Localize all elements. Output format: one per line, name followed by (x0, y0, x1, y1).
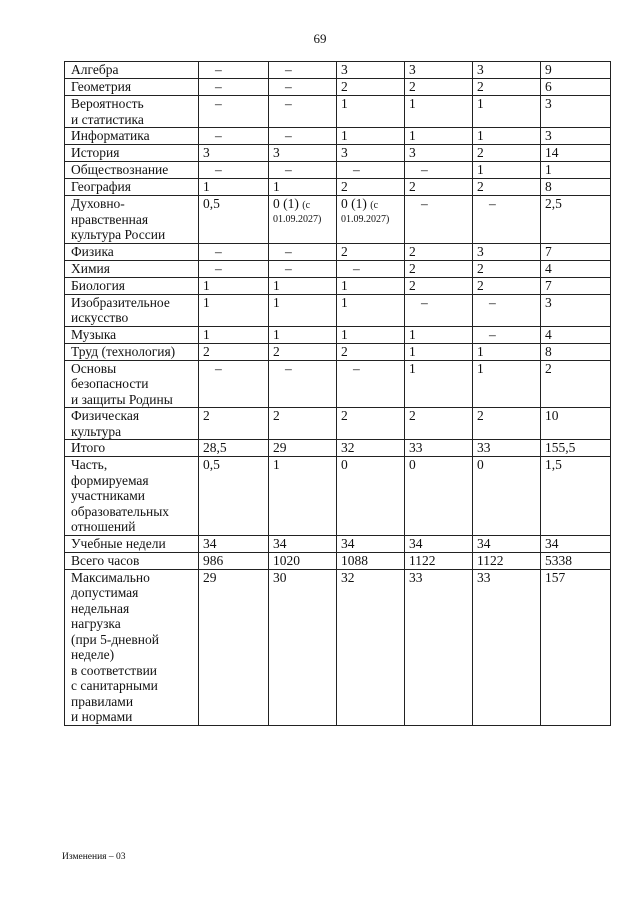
value-cell: 1 (541, 162, 611, 179)
value-cell: 34 (337, 535, 405, 552)
value-cell: 1 (199, 294, 269, 326)
value-cell: 1 (269, 457, 337, 536)
value-cell: 1 (337, 326, 405, 343)
subject-cell: Обществознание (65, 162, 199, 179)
table-row (65, 62, 611, 79)
value-cell: 2 (473, 179, 541, 196)
value-cell: – (269, 260, 337, 277)
value-cell: 157 (541, 569, 611, 725)
value-cell: 1,5 (541, 457, 611, 536)
subject-cell: Учебные недели (65, 535, 199, 552)
value-cell: – (199, 243, 269, 260)
value-cell: 1 (405, 326, 473, 343)
value-cell: 33 (405, 569, 473, 725)
value-cell: 2 (199, 408, 269, 440)
value-cell: – (269, 79, 337, 96)
value-cell: – (473, 196, 541, 244)
value-cell: 1 (405, 360, 473, 408)
table-row (65, 179, 611, 196)
value-cell: – (337, 162, 405, 179)
subject-cell: Алгебра (65, 62, 199, 79)
table-row (65, 162, 611, 179)
value-cell: – (199, 128, 269, 145)
value-cell: 3 (337, 145, 405, 162)
table-row (65, 326, 611, 343)
value-cell: 1088 (337, 552, 405, 569)
value-cell: 3 (405, 62, 473, 79)
value-cell: 28,5 (199, 440, 269, 457)
subject-cell: Биология (65, 277, 199, 294)
value-cell: 33 (473, 440, 541, 457)
value-cell: – (337, 360, 405, 408)
page-number: 69 (313, 31, 327, 46)
value-cell: 34 (199, 535, 269, 552)
value-cell: 1 (405, 343, 473, 360)
value-cell: 1122 (405, 552, 473, 569)
value-cell: – (199, 79, 269, 96)
value-cell: – (199, 360, 269, 408)
table-body (65, 62, 611, 726)
value-cell: – (405, 294, 473, 326)
value-cell: 3 (199, 145, 269, 162)
value-cell: 2 (405, 408, 473, 440)
value-cell: – (473, 326, 541, 343)
table-row (65, 277, 611, 294)
value-cell: – (337, 260, 405, 277)
value-cell: 2 (337, 243, 405, 260)
value-cell: 2 (541, 360, 611, 408)
value-cell: 4 (541, 260, 611, 277)
value-cell: 30 (269, 569, 337, 725)
value-cell: 34 (541, 535, 611, 552)
table-row (65, 79, 611, 96)
table-row (65, 294, 611, 326)
subject-cell: Физическая культура (65, 408, 199, 440)
value-cell: 32 (337, 569, 405, 725)
value-cell: – (473, 294, 541, 326)
value-cell: 0 (1) (с 01.09.2027) (269, 196, 337, 244)
value-cell: 3 (473, 243, 541, 260)
table-row (65, 128, 611, 145)
value-cell: 3 (541, 96, 611, 128)
subject-cell: География (65, 179, 199, 196)
value-cell: – (405, 162, 473, 179)
value-cell: 2 (473, 145, 541, 162)
value-cell: 1 (473, 360, 541, 408)
value-cell: 33 (473, 569, 541, 725)
value-cell: 3 (269, 145, 337, 162)
subject-cell: Геометрия (65, 79, 199, 96)
table-row (65, 260, 611, 277)
value-cell: 1 (473, 343, 541, 360)
value-cell: 6 (541, 79, 611, 96)
subject-cell: Всего часов (65, 552, 199, 569)
value-cell: 8 (541, 179, 611, 196)
table-row (65, 360, 611, 408)
value-cell: 2,5 (541, 196, 611, 244)
footer-note: Изменения – 03 (62, 852, 126, 862)
value-cell: 3 (541, 294, 611, 326)
subject-cell: Изобразительное искусство (65, 294, 199, 326)
table-row (65, 457, 611, 536)
value-cell: 3 (337, 62, 405, 79)
subject-cell: Часть, формируемая участниками образовательных отношений (65, 457, 199, 536)
value-cell: 1 (269, 179, 337, 196)
value-cell: 14 (541, 145, 611, 162)
value-cell: 0,5 (199, 196, 269, 244)
value-cell: – (269, 96, 337, 128)
value-cell: – (199, 96, 269, 128)
value-cell: 8 (541, 343, 611, 360)
value-cell: 1020 (269, 552, 337, 569)
value-cell: 1 (337, 128, 405, 145)
value-cell: 34 (269, 535, 337, 552)
value-cell: 2 (405, 260, 473, 277)
value-cell: 1 (269, 294, 337, 326)
table-row (65, 569, 611, 725)
table-row (65, 196, 611, 244)
value-cell: 2 (473, 408, 541, 440)
value-cell: 0,5 (199, 457, 269, 536)
value-cell: 1 (337, 96, 405, 128)
value-cell: 2 (405, 277, 473, 294)
table-row (65, 243, 611, 260)
value-cell: 2 (337, 179, 405, 196)
subject-cell: История (65, 145, 199, 162)
value-cell: 1122 (473, 552, 541, 569)
value-cell: – (405, 196, 473, 244)
value-cell: 7 (541, 243, 611, 260)
value-cell: – (199, 260, 269, 277)
table-row (65, 440, 611, 457)
value-cell: 4 (541, 326, 611, 343)
value-cell: 2 (337, 343, 405, 360)
value-cell: 34 (405, 535, 473, 552)
value-cell: 2 (405, 79, 473, 96)
value-cell: 1 (405, 96, 473, 128)
value-cell: – (199, 162, 269, 179)
value-cell: 1 (199, 277, 269, 294)
value-cell: – (269, 360, 337, 408)
value-cell: – (269, 128, 337, 145)
value-cell: – (269, 62, 337, 79)
value-cell: 3 (473, 62, 541, 79)
value-cell: 32 (337, 440, 405, 457)
value-cell: 0 (405, 457, 473, 536)
table-row (65, 552, 611, 569)
value-cell: 0 (473, 457, 541, 536)
value-cell: 155,5 (541, 440, 611, 457)
subject-cell: Основы безопасности и защиты Родины (65, 360, 199, 408)
value-cell: 1 (269, 326, 337, 343)
value-cell: 1 (473, 96, 541, 128)
curriculum-table (64, 61, 611, 726)
value-cell: 2 (473, 277, 541, 294)
value-cell: – (269, 243, 337, 260)
value-cell: 0 (1) (с 01.09.2027) (337, 196, 405, 244)
value-cell: 2 (473, 260, 541, 277)
value-cell: 1 (473, 162, 541, 179)
value-cell: 1 (199, 179, 269, 196)
value-cell: 2 (269, 343, 337, 360)
value-cell: 2 (337, 408, 405, 440)
value-cell: 29 (199, 569, 269, 725)
value-cell: 986 (199, 552, 269, 569)
subject-cell: Физика (65, 243, 199, 260)
value-cell: 1 (405, 128, 473, 145)
value-cell: 1 (337, 294, 405, 326)
value-cell: 2 (405, 243, 473, 260)
value-cell: 1 (269, 277, 337, 294)
value-cell: 1 (199, 326, 269, 343)
value-cell: 2 (473, 79, 541, 96)
value-cell: 29 (269, 440, 337, 457)
value-cell: – (199, 62, 269, 79)
value-cell: 2 (199, 343, 269, 360)
subject-cell: Труд (технология) (65, 343, 199, 360)
subject-cell: Максимально допустимая недельная нагрузка (при 5-дневной неделе) в соответствии с санитарными правилами и нормами (65, 569, 199, 725)
table-row (65, 145, 611, 162)
value-cell: 5338 (541, 552, 611, 569)
table-row (65, 343, 611, 360)
subject-cell: Информатика (65, 128, 199, 145)
value-cell: 2 (269, 408, 337, 440)
subject-cell: Итого (65, 440, 199, 457)
table-row (65, 535, 611, 552)
subject-cell: Вероятность и статистика (65, 96, 199, 128)
table-row (65, 408, 611, 440)
subject-cell: Химия (65, 260, 199, 277)
value-cell: 33 (405, 440, 473, 457)
subject-cell: Музыка (65, 326, 199, 343)
table-row (65, 96, 611, 128)
value-cell: 3 (405, 145, 473, 162)
value-cell: 3 (541, 128, 611, 145)
value-cell: 10 (541, 408, 611, 440)
value-cell: 1 (473, 128, 541, 145)
value-cell: 0 (337, 457, 405, 536)
subject-cell: Духовно- нравственная культура России (65, 196, 199, 244)
value-cell: 2 (405, 179, 473, 196)
value-cell: 7 (541, 277, 611, 294)
value-cell: 1 (337, 277, 405, 294)
value-cell: 2 (337, 79, 405, 96)
value-cell: – (269, 162, 337, 179)
value-cell: 34 (473, 535, 541, 552)
value-cell: 9 (541, 62, 611, 79)
